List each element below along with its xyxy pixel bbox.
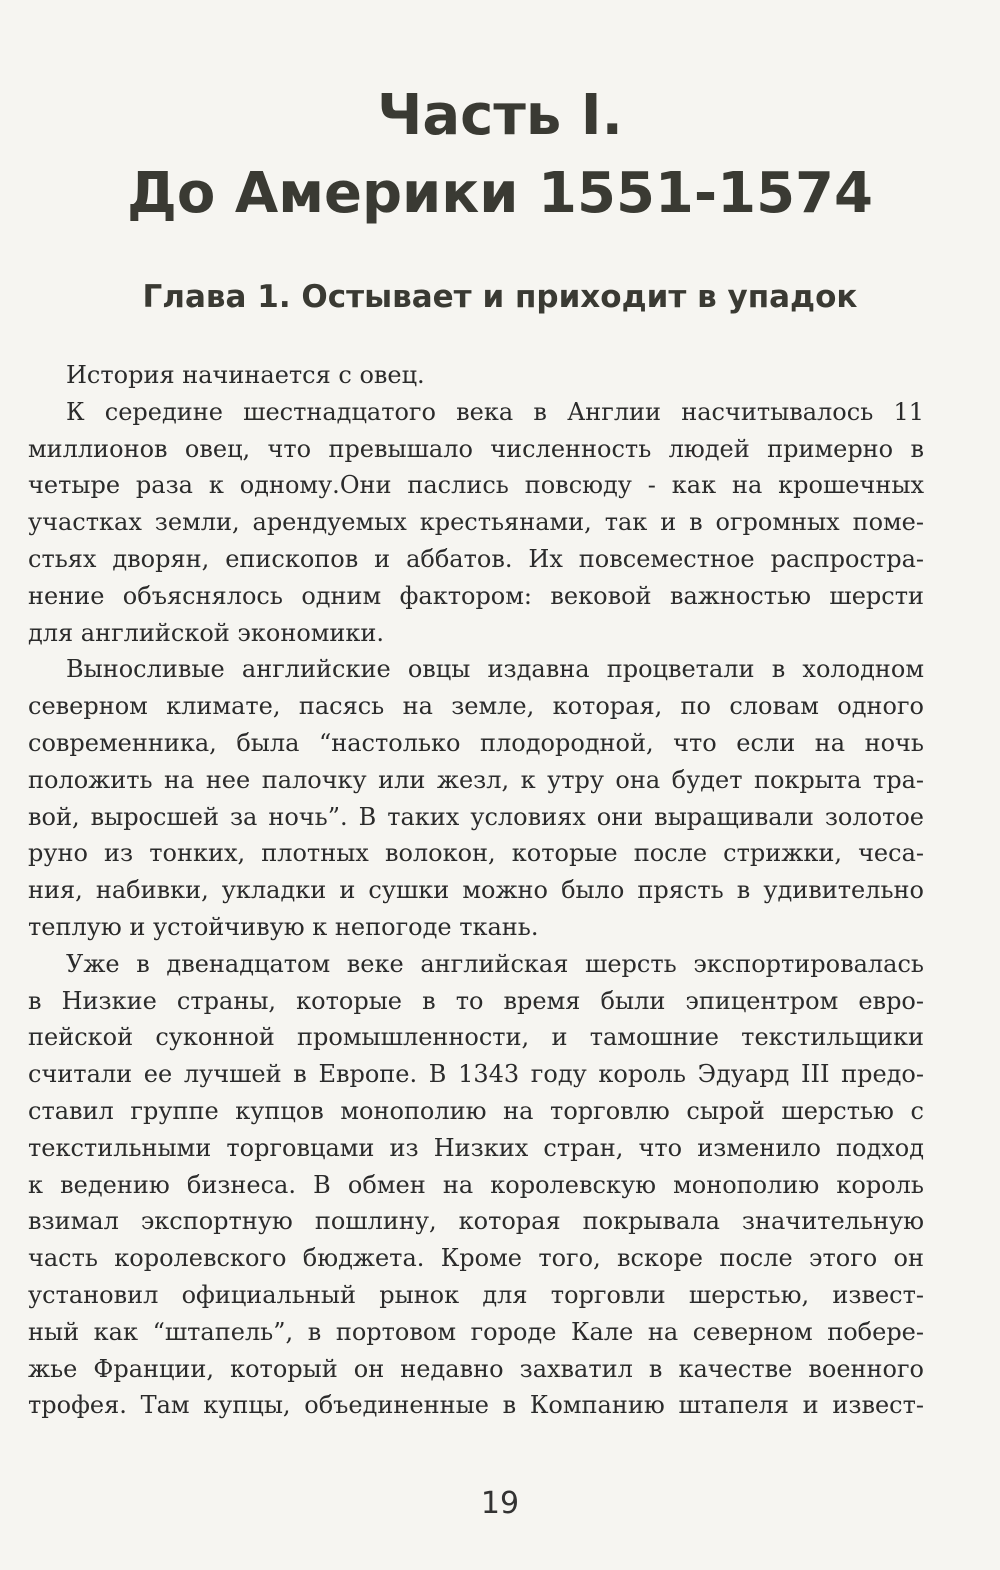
text-line: ния, набивки, укладки и сушки можно было прясть в удивительно (28, 876, 924, 905)
text-line: часть королевского бюджета. Кроме того, вскоре после этого он (28, 1244, 924, 1273)
text-line: считали ее лучшей в Европе. В 1343 году король Эдуард III предо- (28, 1060, 924, 1089)
text-line: текстильными торговцами из Низких стран, что изменило подход (28, 1133, 924, 1162)
text-line: миллионов овец, что превышало численность людей примерно в (28, 434, 924, 463)
text-line: К середине шестнадцатого века в Англии насчитывалось 11 (66, 397, 924, 426)
text-line: ставил группе купцов монополию на торговлю сырой шерстью с (28, 1096, 924, 1125)
body-text (28, 357, 924, 1424)
text-line: современника, была “настолько плодородной, что если на ночь (28, 728, 924, 757)
text-line: к ведению бизнеса. В обмен на королевскую монополию король (28, 1170, 924, 1199)
text-line: нение объяснялось одним фактором: вековой важностью шерсти (28, 581, 924, 610)
text-line: взимал экспортную пошлину, которая покрывала значительную (28, 1207, 924, 1236)
chapter-title: Глава 1. Остывает и приходит в упадок (142, 279, 858, 315)
part-title-line-1: Часть I. (377, 83, 623, 148)
text-line: четыре раза к одному.Они паслись повсюду - как на крошечных (28, 471, 924, 500)
text-line: Выносливые английские овцы издавна процветали в холодном (66, 655, 924, 684)
text-line: положить на нее палочку или жезл, к утру она будет покрыта тра- (28, 765, 924, 794)
text-line: руно из тонких, плотных волокон, которые после стрижки, чеса- (28, 839, 924, 868)
text-line: в Низкие страны, которые в то время были эпицентром евро- (28, 986, 924, 1015)
text-line: стьях дворян, епископов и аббатов. Их повсеместное распростра- (28, 544, 924, 573)
text-line: История начинается с овец. (66, 361, 425, 389)
text-line: северном климате, пасясь на земле, которая, по словам одного (28, 692, 924, 721)
text-line: ный как “штапель”, в портовом городе Кале на северном побере- (28, 1317, 924, 1346)
text-line: Уже в двенадцатом веке английская шерсть экспортировалась (66, 949, 924, 978)
part-title-line-2: До Америки 1551-1574 (127, 161, 873, 226)
text-line: жье Франции, который он недавно захватил в качестве военного (28, 1354, 924, 1383)
text-line: пейской суконной промышленности, и тамошние текстильщики (28, 1023, 924, 1052)
text-line: теплую и устойчивую к непогоде ткань. (28, 912, 539, 941)
text-line: установил официальный рынок для торговли шерстью, извест- (28, 1280, 924, 1309)
text-line: для английской экономики. (28, 618, 385, 647)
text-line: участках земли, арендуемых крестьянами, так и в огромных поме- (28, 508, 924, 537)
page-number: 19 (480, 1486, 520, 1521)
text-line: вой, выросшей за ночь”. В таких условиях они выращивали золотое (28, 802, 924, 831)
text-line: трофея. Там купцы, объединенные в Компанию штапеля и извест- (28, 1391, 924, 1420)
